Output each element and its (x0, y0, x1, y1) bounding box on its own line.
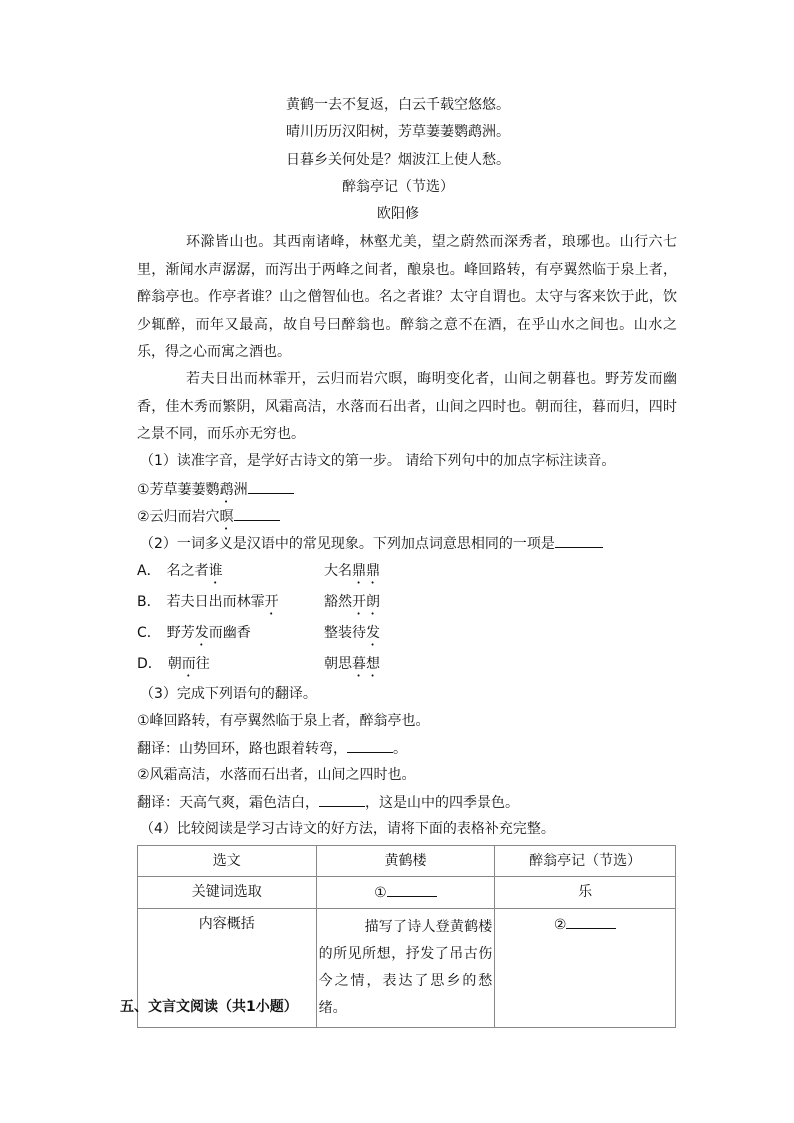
q1-answer-blank-2[interactable] (234, 506, 280, 521)
poem-line-1: 黄鹤一去不复返，白云千载空悠悠。 (286, 97, 510, 113)
essay-author: 欧阳修 (377, 206, 419, 222)
q2-option-c-right: 整装待发 (324, 625, 380, 641)
q2-option-c-dotted-right: 发 (366, 625, 380, 641)
q1-item-2 (137, 506, 280, 533)
table-row (138, 877, 676, 909)
q2-option-d-label: D． (137, 656, 162, 672)
q2-option-b-label: B． (137, 594, 161, 610)
q2-option-d-dotted-right: 暮想 (352, 656, 380, 672)
q2-option-a-right: 大名鼎鼎 (324, 563, 380, 579)
q2-option-b-dotted-left: 开 (264, 594, 279, 610)
q2-option-a-dotted-left: 谁 (208, 563, 223, 579)
essay-paragraph-1: 环滁皆山也。其西南诸峰，林壑尤美，望之蔚然而深秀者，琅琊也。山行六七里，渐闻水声潺潺，而泻出于两峰之间者，酿泉也。峰回路转，有亭翼然临于泉上者，醉翁亭也。作亭者谁？山之僧智仙也。名之者谁？太守自谓也。太守与客来饮于此，饮少辄醉，而年又最高，故自号曰醉翁也。醉翁之意不在酒，在乎山水之间也。山水之乐，得之心而寓之酒也。 (137, 234, 677, 360)
table-header-cell: 醉翁亭记（节选） (495, 846, 676, 877)
q2-option-b[interactable]: B． 若夫日出而林霏开 (137, 594, 279, 610)
q2-prompt-line (140, 533, 603, 554)
q2-option-d[interactable]: D． 朝而往 (137, 656, 210, 672)
q2-option-c[interactable]: C． 野芳发而幽香 (137, 625, 251, 641)
table-cell-label: 关键词选取 (138, 877, 317, 909)
q3-translation-2: 翻译：天高气爽，霜色洁白， ，这是山中的四季景色。 (137, 792, 519, 813)
q2-option-a[interactable]: A． 名之者谁 (137, 563, 223, 579)
table-answer-blank-2[interactable] (566, 914, 616, 929)
q4-prompt: （4）比较阅读是学习古诗文的好方法，请将下面的表格补充完整。 (140, 821, 555, 837)
poem-line-3: 日暮乡关何处是？烟波江上使人愁。 (286, 152, 510, 168)
q1-prompt: （1）读准字音，是学好古诗文的第一步。 请给下列句中的加点字标注读音。 (140, 453, 616, 469)
q1-item-2-text: 云归而岩穴 (149, 509, 220, 525)
q2-answer-blank[interactable] (555, 533, 603, 548)
q2-option-a-label: A． (137, 563, 161, 579)
q1-answer-blank-1[interactable] (248, 479, 294, 494)
q3-sentence-1: ①峰回路转，有亭翼然临于泉上者，醉翁亭也。 (137, 713, 430, 729)
table-row (138, 846, 676, 877)
q2-option-c-dotted-left: 发 (194, 625, 209, 641)
table-cell-label: 内容概括 (138, 909, 317, 1028)
q3-prompt: （3）完成下列语句的翻译。 (140, 686, 317, 702)
q1-item-1 (137, 479, 294, 506)
poem-line-2: 晴川历历汉阳树，芳草萋萋鹦鹉洲。 (286, 124, 510, 140)
table-cell (316, 909, 495, 1028)
q2-option-d-dotted-left: 而 (181, 656, 196, 672)
table-answer-blank-1[interactable] (387, 882, 437, 897)
table-cell-answer-2[interactable]: ② (495, 909, 676, 1028)
q1-item-1-mark: ① (137, 482, 150, 498)
q1-item-2-mark: ② (137, 509, 150, 525)
section-heading: 五、文言文阅读（共1小题） (120, 999, 298, 1015)
essay-paragraph-2: 若夫日出而林霏开，云归而岩穴暝，晦明变化者，山间之朝暮也。野芳发而幽香，佳木秀而繁阴，风霜高洁，水落而石出者，山间之四时也。朝而往，暮而归，四时之景不同，而乐亦无穷也。 (137, 371, 677, 442)
q1-item-1-text: 芳草萋萋鹦 (149, 482, 220, 498)
q2-option-b-dotted-right: 开朗 (352, 594, 380, 610)
q1-item-1-text-end: 洲 (233, 482, 248, 498)
q2-option-d-right: 朝思暮想 (324, 656, 380, 672)
q1-item-1-dotted: 鹉 (219, 482, 234, 498)
table-header-cell: 黄鹤楼 (316, 846, 495, 877)
q3-sentence-2: ②风霜高洁，水落而石出者，山间之四时也。 (137, 767, 416, 783)
q2-option-a-dotted-right: 鼎鼎 (352, 563, 380, 579)
q3-answer-blank-1[interactable] (347, 738, 393, 753)
table-cell: 乐 (495, 877, 676, 909)
table-cell-summary: 描写了诗人登黄鹤楼的所见所想，抒发了吊古伤今之情，表达了思乡的愁绪。 (318, 919, 493, 1016)
table-cell-answer-1[interactable]: ① (316, 877, 495, 909)
q2-option-b-right: 豁然开朗 (324, 594, 380, 610)
q3-answer-blank-2[interactable] (319, 792, 365, 807)
q2-option-c-label: C． (137, 625, 161, 641)
essay-title: 醉翁亭记（节选） (342, 179, 454, 195)
table-header-cell: 选文 (138, 846, 317, 877)
q3-translation-1: 翻译：山势回环，路也跟着转弯， 。 (137, 738, 407, 759)
q1-item-2-dotted: 暝 (219, 509, 234, 525)
q2-prompt: （2）一词多义是汉语中的常见现象。下列加点词意思相同的一项是 (140, 536, 555, 552)
